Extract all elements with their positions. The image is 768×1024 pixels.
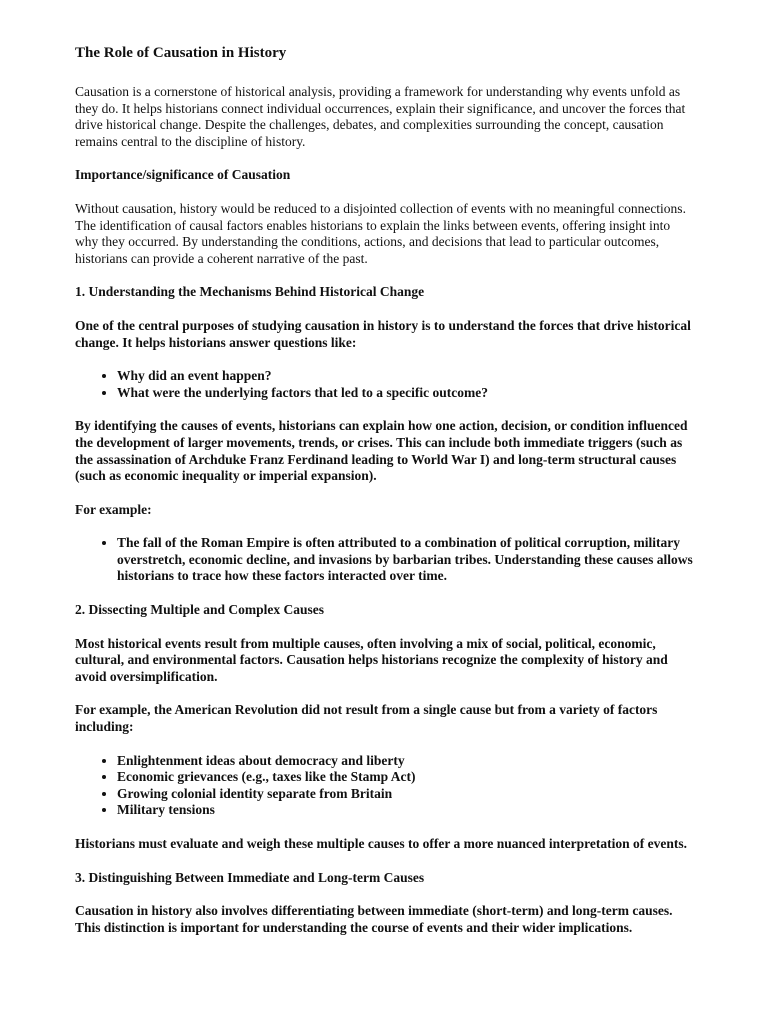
section-3-paragraph-1: Causation in history also involves differentiating between immediate (short-term) and long-term causes. This distinction is important for understanding the course of events and their wider implications. bbox=[75, 903, 673, 935]
section-1-paragraph-1: One of the central purposes of studying causation in history is to understand the forces that drive historical change. It helps historians answer questions like: bbox=[75, 317, 691, 350]
section-1-example-list bbox=[75, 535, 695, 585]
section-3-heading: 3. Distinguishing Between Immediate and Long-term Causes bbox=[75, 869, 425, 885]
list-item: • Economic grievances (e.g., taxes like the Stamp Act) bbox=[117, 769, 695, 786]
list-item: • Why did an event happen? bbox=[117, 368, 695, 385]
importance-paragraph: Without causation, history would be reduced to a disjointed collection of events with no meaningful connections. The identification of causal factors enables historians to explain the links between events, offering insight into why they occurred. By understanding the conditions, actions, and decisions that lead to particular outcomes, historians can provide a coherent narrative of the past. bbox=[75, 200, 686, 266]
document-content bbox=[75, 44, 695, 936]
section-2-paragraph-3: Historians must evaluate and weigh these multiple causes to offer a more nuanced interpretation of events. bbox=[75, 836, 687, 851]
section-1-question-list bbox=[75, 368, 695, 401]
importance-heading: Importance/significance of Causation bbox=[75, 167, 291, 183]
section-2-factor-list bbox=[75, 753, 695, 819]
section-1-heading: 1. Understanding the Mechanisms Behind Historical Change bbox=[75, 284, 425, 300]
section-1-example-label: For example: bbox=[75, 501, 152, 517]
document-title: The Role of Causation in History bbox=[75, 45, 287, 61]
list-item: • Growing colonial identity separate from Britain bbox=[117, 786, 695, 803]
list-item: • Military tensions bbox=[117, 802, 695, 819]
section-2-heading: 2. Dissecting Multiple and Complex Causes bbox=[75, 602, 325, 618]
section-1-paragraph-2: By identifying the causes of events, historians can explain how one action, decision, or condition influenced the development of larger movements, trends, or crises. This can include both immediate triggers (such as the assassination of Archduke Franz Ferdinand leading to World War I) and long-term structural causes (such as economic inequality or imperial expansion). bbox=[75, 418, 688, 484]
list-item: • The fall of the Roman Empire is often attributed to a combination of political corruption, military overstretch, economic decline, and invasions by barbarian tribes. Understanding these causes allows historians to trace how these factors interacted over time. bbox=[117, 535, 695, 585]
section-2-paragraph-1: Most historical events result from multiple causes, often involving a mix of social, political, economic, cultural, and environmental factors. Causation helps historians recognize the complexity of history and avoid oversimplification. bbox=[75, 635, 668, 684]
list-item: • What were the underlying factors that led to a specific outcome? bbox=[117, 385, 695, 402]
list-item: • Enlightenment ideas about democracy and liberty bbox=[117, 753, 695, 770]
intro-paragraph: Causation is a cornerstone of historical analysis, providing a framework for understanding why events unfold as they do. It helps historians connect individual occurrences, explain their significance, and uncover the forces that drive historical change. Despite the challenges, debates, and complexities surrounding the concept, causation remains central to the discipline of history. bbox=[75, 84, 686, 149]
section-2-paragraph-2: For example, the American Revolution did not result from a single cause but from a variety of factors including: bbox=[75, 702, 658, 735]
